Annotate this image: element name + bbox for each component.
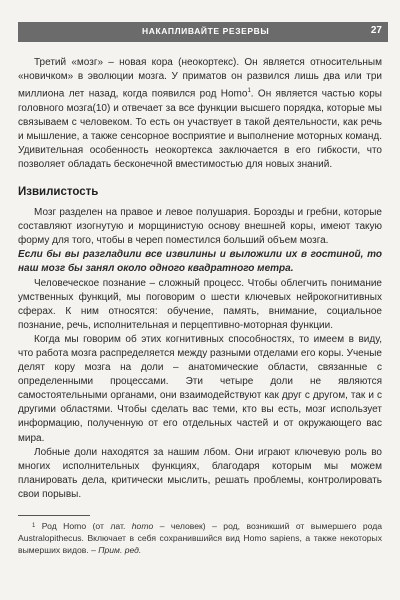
paragraph-hemispheres: Мозг разделен на правое и левое полушария. Борозды и гребни, которые составляют изогнутую и морщинистую основу внешней коры, имеют такую форму для того, чтобы в череп поместился больший объем мозга. [18,207,382,247]
footnote-text: Род Homo (от лат. [35,521,132,531]
paragraph-frontal-lobes: Лобные доли находятся за нашим лбом. Они играют ключевую роль во многих исполнительных функциях, благодаря которым мы можем планировать дела, критически мыслить, решать проблемы, контролировать свои порывы. [18,446,382,500]
section-heading: Извилистость [18,186,99,199]
footnote-text: – человек) – род, возникший от вымершего рода Australopithecus. Включает в себя сохранившийся вид Homo sapiens, а также некоторых вымерших видов. – [18,521,382,556]
paragraph-lobes: Когда мы говорим об этих когнитивных способностях, то имеем в виду, что работа мозга распределяется между разными отделами его коры. Ученые делят кору мозга на доли – анатомические области, связанные с определенными процессами. Эти четыре доли не являются самостоятельными органами, они взаимодействуют как друг с другом, так и с другими областями. Чтобы сделать вас теми, кто вы есть, мозг использует информацию, полученную от его отдельных частей и от окружающего вас мира. [18,333,382,444]
paragraph-text: Третий «мозг» – новая кора (неокортекс). Он является относительным «новичком» в эволюции мозга. У приматов он развился лишь два или три миллиона лет назад, когда появился род Homo [18,57,382,100]
footnote [18,520,382,557]
page-number: 27 [370,25,382,36]
footnote-divider [18,515,90,516]
footnote-italic-text: homo [131,521,154,531]
paragraph-neocortex [18,56,382,172]
paragraph-text: . Он является частью коры головного мозга(10) и отвечает за все функции высшего порядка, которые мы связываем с человеком. То есть он участвует в такой деятельности, как речь и мышление, а также сенсорное восприятие и выполнение моторных команд. Удивительная особенность неокортекса заключается в его гибкости, что позволяет обладать бесконечной вместимостью для новых знаний. [18,88,382,170]
page-body [18,56,382,502]
paragraph-cognition: Человеческое познание – сложный процесс. Чтобы облегчить понимание умственных функций, мы поговорим о шести ключевых нейрокогнитивных сферах. К ним относятся: обучение, память, внимание, социальное познание, речь, исполнительная и перцептивно-моторная функции. [18,277,382,331]
footnote-mark: 1 [32,523,36,529]
running-header-title: НАКАПЛИВАЙТЕ РЕЗЕРВЫ [142,26,270,36]
footnote-editor-note: Прим. ред. [98,545,142,556]
emphasized-statement: Если бы вы разгладили все извилины и выложили их в гостиной, то наш мозг бы занял около одного квадратного метра. [18,249,382,275]
footnote-reference[interactable]: 1 [247,88,251,95]
